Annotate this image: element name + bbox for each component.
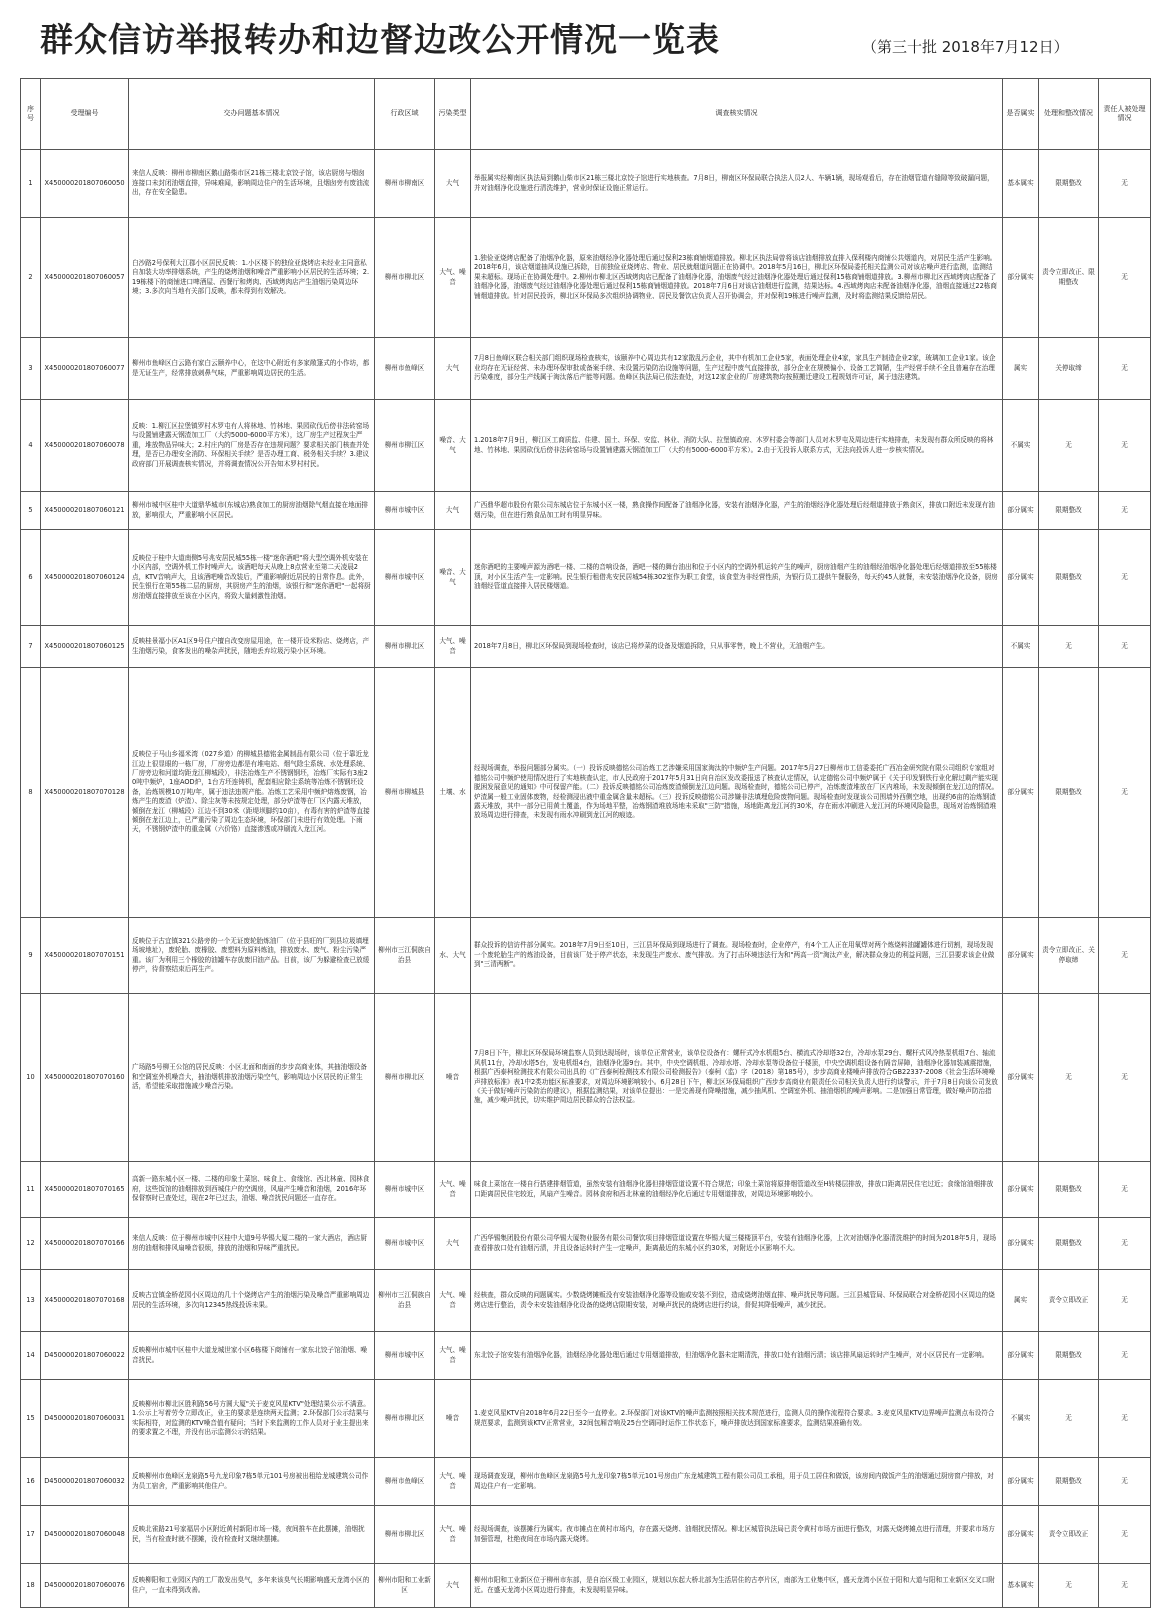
cell-issue: 反映位于古宜镇321公路旁的一个无证废轮胎炼油厂（位于县旺的厂到县垃圾填埋场坡地址），废轮胎、废橡胶、废塑料为原料炼油，排放废水、废气、粉尘污染严重。该厂为利用三个橡胶的油罐车存放废旧油产品。目前，该厂为躲避检查已放缓停产，待督察结束后再生产。 <box>129 918 375 994</box>
cell-code: X450000201807060124 <box>41 530 129 626</box>
cell-no: 4 <box>21 400 41 492</box>
cell-investigation: 经核查，群众反映的问题属实。少数烧烤摊贩没有安装油烟净化器等设施或安装不到位，造成烧烤油烟直排、噪声扰民等问题。三江县城管局、环保局联合对金桥花园小区周边的烧烤店进行整治，责令未安装油烟净化设备的烧烤店限期安装，对噪声扰民的烧烤店进行约谈，督促其降低噪声，减少扰民。 <box>471 1270 1003 1332</box>
cell-no: 6 <box>21 530 41 626</box>
cell-no: 18 <box>21 1564 41 1608</box>
cell-investigation: 1.麦克风星KTV自2018年6月22日至今一直停业。2.环保部门对该KTV的噪声监测按照相关技术规范进行，监测人员的操作流程符合要求。3.麦克风星KTV边界噪声监测点布设符合规范要求，监测到该KTV正常营业，32间包厢音响及25台空调同时运作工作状态下，噪声排放达到国家标准要求，监测结果准确有效。 <box>471 1380 1003 1458</box>
cell-verified: 不属实 <box>1003 1380 1039 1458</box>
cell-issue: 反映柳阳和工业园区内的工厂散发出臭气，多年来该臭气长期影响盛天龙湾小区的住户，一直未得到改善。 <box>129 1564 375 1608</box>
cell-type: 大气、噪音 <box>435 1458 471 1506</box>
col-header-issue: 交办问题基本情况 <box>129 79 375 150</box>
cell-code: X450000201807070165 <box>41 1162 129 1218</box>
cell-no: 8 <box>21 668 41 918</box>
cell-handling: 限期整改 <box>1039 668 1099 918</box>
cell-handling: 无 <box>1039 626 1099 668</box>
cell-verified: 部分属实 <box>1003 1332 1039 1380</box>
cell-code: D450000201807060048 <box>41 1506 129 1564</box>
cell-type: 噪音 <box>435 1380 471 1458</box>
col-header-region: 行政区域 <box>375 79 435 150</box>
cell-no: 5 <box>21 492 41 530</box>
cell-issue: 高新一路东城小区一楼、二楼的印象土菜馆、味食上、食缘馆、西北林童、园林食府，这些饭馆的油烟排放到西城住户的空调房，风扇产生噪音和油烟，2016年环保督察时已查处过，现在2年已过去，油烟、噪音扰民问题还一直存在。 <box>129 1162 375 1218</box>
table-header-row <box>21 79 1151 150</box>
cell-handling: 无 <box>1039 400 1099 492</box>
table-row <box>21 150 1151 218</box>
cell-verified: 部分属实 <box>1003 918 1039 994</box>
cell-type: 大气、噪音 <box>435 1162 471 1218</box>
cell-type: 大气 <box>435 492 471 530</box>
cell-handling: 无 <box>1039 1380 1099 1458</box>
cell-region: 柳州市城中区 <box>375 530 435 626</box>
cell-issue: 反映桂景福小区A1区9号住户擅自改变房屋用途，在一楼开设米粉店、烧烤店，产生油烟污染，食客发出的噪杂声扰民，随地丢弃垃圾污染小区环境。 <box>129 626 375 668</box>
cell-verified: 部分属实 <box>1003 1506 1039 1564</box>
cell-investigation: 迷你酒吧的主要噪声源为酒吧一楼、二楼的音响设备，酒吧一楼的舞台油出和位于小区内的空调外机运转产生的噪声，厨房油烟产生的油烟经油烟净化器处理后经烟道排放至55栋楼顶，对小区生活产生一定影响。民生银行租借兆安民居城54栋302室作为职工食堂，该食堂为非经营性质，为银行员工提供午餐服务，每天约45人就餐，未安装油烟净化设备，厨房油烟经管道直接排入居民楼烟道。 <box>471 530 1003 626</box>
cell-issue: 反映位于桂中大道南侧5号兆安居民城55栋一楼"迷你酒吧"将大型空调外机安装在小区内部，空调外机工作时噪声大。该酒吧每天从晚上8点营业至第二天凌晨2点，KTV音响声大，且该酒吧噪音改装后，严重影响附近居民的日常作息。此外，民生银行在第55栋二层的厨房，其厨房产生的油烟，该银行和"迷你酒吧"一起将厨房油烟直接排放至该在小区内，将致大量刺激性油烟。 <box>129 530 375 626</box>
cell-no: 9 <box>21 918 41 994</box>
cell-code: X450000201807060057 <box>41 218 129 338</box>
cell-issue: 来信人反映：柳州市柳南区鹅山路柴市区21栋三楼北京饺子馆，该店厨房与烟囱连接口未封闭油烟直排，异味难闻，影响周边住户的生活环境，且烟囱旁有废油流出，存在安全隐患。 <box>129 150 375 218</box>
batch-date-subtitle: （第三十批 2018年7月12日） <box>862 38 1069 56</box>
cell-person: 无 <box>1099 1332 1151 1380</box>
cell-verified: 部分属实 <box>1003 218 1039 338</box>
cell-investigation: 经现场调查，举报问题部分属实。（一）投诉反映德铭公司冶炼工艺涉嫌采用国家淘汰的中频炉生产问题。2017年5月27日柳州市工信委委托广西冶金研究院有限公司组织专家组对德铭公司中频炉使用情况进行了实地核查认定，市人民政府于2017年5月31日向自治区发改委报送了核查认定情况，认定德铭公司中频炉属于《关于印发钢铁行业化解过剩产能实现脱困发展意见的通知》中可保留产能。（二）投诉反映德铭公司冶炼废渣倾倒龙江边问题。现场检查时，德铭公司已停产，冶炼废渣堆放在厂区内堆场，未发现倾倒在龙江边的情况。炉渣属一般工业固体废物，经检测浸出液中重金属含量未超标。（三）投诉反映德铭公司涉嫌非法填埋危险废物问题。现场检查时发现该公司围墙外西侧空地，出现约6亩的冶炼钢渣露天堆放，其中一部分已用黄土覆盖，作为场地平整，冶炼钢渣堆放场地未采取"三防"措施，场地距离龙江河约30米，存在雨水冲刷进入龙江河的环境风险隐患，现场对冶炼钢渣堆放场周边进行排查，未发现有雨水冲刷到龙江河的痕迹。 <box>471 668 1003 918</box>
cell-person: 无 <box>1099 1162 1151 1218</box>
cell-code: X450000201807060077 <box>41 338 129 400</box>
cell-handling: 限期整改 <box>1039 1218 1099 1270</box>
cell-code: X450000201807060050 <box>41 150 129 218</box>
cell-verified: 基本属实 <box>1003 150 1039 218</box>
col-header-investigation: 调查核实情况 <box>471 79 1003 150</box>
table-row <box>21 1380 1151 1458</box>
cell-issue: 来信人反映：位于柳州市城中区桂中大道9号华锡大厦二楼的一家大酒店，酒店厨房的油烟和排风扇噪音很烦，排放的油烟和异味严重扰民。 <box>129 1218 375 1270</box>
cell-handling: 无 <box>1039 994 1099 1162</box>
col-header-verified: 是否属实 <box>1003 79 1039 150</box>
cell-verified: 不属实 <box>1003 400 1039 492</box>
cell-handling: 责令立即改正 <box>1039 1270 1099 1332</box>
col-header-code: 受理编号 <box>41 79 129 150</box>
cell-handling: 关停取缔 <box>1039 338 1099 400</box>
cell-verified: 部分属实 <box>1003 668 1039 918</box>
table-row <box>21 1162 1151 1218</box>
cell-issue: 反映古宜镇金桥花园小区周边的几十个烧烤店产生的油烟污染及噪音严重影响周边居民的生活环境，多次向12345热线投诉未果。 <box>129 1270 375 1332</box>
cell-region: 柳州市城中区 <box>375 492 435 530</box>
cell-investigation: 1.2018年7月9日，柳江区工商质监、住建、国土、环保、安监、林业、消防大队、拉堡镇政府、木罗村委会等部门人员对木罗屯及周边进行实地排查，未发现有群众所反映的将林地、竹林地、果园砍伐后傍非法砖窑场与设置铺建露天钢渣加工厂（大约有5000-6000平方米）。2.由于无投诉人联系方式，无法向投诉人进一步核实情况。 <box>471 400 1003 492</box>
cell-handling: 限期整改 <box>1039 1332 1099 1380</box>
table-row <box>21 218 1151 338</box>
cell-code: D450000201807060076 <box>41 1564 129 1608</box>
cell-type: 大气、噪音 <box>435 626 471 668</box>
cell-person: 无 <box>1099 400 1151 492</box>
cell-issue: 反映：1.柳江区拉堡镇罗村木罗屯有人将林地、竹林地、果园砍伐后傍非法砖窑场与设置铺建露天钢渣加工厂（大约5000-6000平方米），这厂房生产过程灰尘严重，堆放物品异味大；2.村庄内的厂房是否存在违规问题？要求相关部门核查并处理，是否已办理安全消防、环保相关手续？是否办理工商、税务相关手续？3.建议政府部门开展调查核实情况，并将调查情况公开告知木罗村村民。 <box>129 400 375 492</box>
col-header-person: 责任人被处理情况 <box>1099 79 1151 150</box>
cell-no: 14 <box>21 1332 41 1380</box>
page-title: 群众信访举报转办和边督边改公开情况一览表 <box>40 20 720 59</box>
cell-no: 7 <box>21 626 41 668</box>
cell-no: 12 <box>21 1218 41 1270</box>
cell-handling: 责令立即改正、关停取缔 <box>1039 918 1099 994</box>
table-row <box>21 1506 1151 1564</box>
cell-person: 无 <box>1099 1506 1151 1564</box>
cell-person: 无 <box>1099 492 1151 530</box>
complaints-table <box>20 78 1151 1608</box>
cell-investigation: 经现场调查，该摆摊行为属实。夜市摊点在黄村市场内，存在露天烧烤、油烟扰民情况。柳北区城管执法局已责令黄村市场方面进行整改，对露天烧烤摊点进行清理，并要求市场方加强管理，杜绝夜间在市场内露天烧烤。 <box>471 1506 1003 1564</box>
cell-code: X450000201807060125 <box>41 626 129 668</box>
cell-person: 无 <box>1099 218 1151 338</box>
cell-region: 柳州市城中区 <box>375 1162 435 1218</box>
cell-region: 柳州市柳江区 <box>375 400 435 492</box>
cell-code: D450000201807060031 <box>41 1380 129 1458</box>
cell-investigation: 柳州市阳和工业新区位于柳州市东部，是自治区级工业园区，规划以东起大桥北部为生活居住的古亭片区，南部为工业集中区，盛天龙湾小区位于阳和大道与阳和工业新区交叉口附近。在盛天龙湾小区周边进行排查，未发现明显异味。 <box>471 1564 1003 1608</box>
cell-type: 大气 <box>435 150 471 218</box>
table-row <box>21 668 1151 918</box>
cell-code: D450000201807060032 <box>41 1458 129 1506</box>
cell-person: 无 <box>1099 338 1151 400</box>
cell-type: 大气 <box>435 1564 471 1608</box>
cell-code: X450000201807070160 <box>41 994 129 1162</box>
table-row <box>21 918 1151 994</box>
cell-handling: 限期整改 <box>1039 150 1099 218</box>
cell-verified: 属实 <box>1003 338 1039 400</box>
cell-region: 柳州市三江侗族自治县 <box>375 1270 435 1332</box>
cell-verified: 部分属实 <box>1003 1162 1039 1218</box>
cell-investigation: 群众投诉的信访件部分属实。2018年7月9日至10日，三江县环保局到现场进行了调查。现场检查时，企业停产，有4个工人正在用氧焊对两个炼烧料油罐罐体进行切割，现场发现一个废轮胎生产的炼油设备，目前该厂处于停产状态，未发现生产废水、废气排放。为了打击环境违法行为和"两高一资"淘汰产业，解决群众身边的利益问题，三江县要求该企业做到"三清两断"。 <box>471 918 1003 994</box>
cell-no: 15 <box>21 1380 41 1458</box>
cell-person: 无 <box>1099 1380 1151 1458</box>
cell-investigation: 东北饺子馆安装有油烟净化器，油烟经净化器处理后通过专用烟道排放，但油烟净化器未定期清洗，排放口处有油烟污渍；该店排风扇运转时产生噪声，对小区居民有一定影响。 <box>471 1332 1003 1380</box>
table-row <box>21 626 1151 668</box>
cell-issue: 柳州市城中区桂中大道鼎华城市(东城店)熟食加工的厨房油烟除气烟直接在地面排放，影响很大，严重影响小区居民。 <box>129 492 375 530</box>
cell-type: 大气 <box>435 338 471 400</box>
cell-verified: 部分属实 <box>1003 994 1039 1162</box>
cell-type: 大气、噪音 <box>435 1506 471 1564</box>
cell-issue: 反映柳州市鱼峰区龙泉路5号九龙印象7栋5单元101号房被出租给龙城建筑公司作为员工宿舍，严重影响其他住户。 <box>129 1458 375 1506</box>
cell-region: 柳州市柳北区 <box>375 1380 435 1458</box>
cell-handling: 责令立即改正、限期整改 <box>1039 218 1099 338</box>
table-row <box>21 492 1151 530</box>
cell-investigation: 2018年7月8日，柳北区环保局到现场检查时，该店已将炒菜的设备及烟道拆除，只从事零售，晚上不营业，无油烟产生。 <box>471 626 1003 668</box>
cell-region: 柳州市柳城县 <box>375 668 435 918</box>
cell-person: 无 <box>1099 994 1151 1162</box>
cell-investigation: 广西鼎华超市股份有限公司东城店位于东城小区一楼，熟食操作间配备了油烟净化器，安装有油烟净化器，产生的油烟经净化器处理后经烟道排放于熟食区，排放口附近未发现有油烟污染，但在进行熟食品加工时有明显异味。 <box>471 492 1003 530</box>
cell-code: X450000201807070128 <box>41 668 129 918</box>
table-row <box>21 338 1151 400</box>
cell-type: 噪音、大气 <box>435 400 471 492</box>
col-header-no: 序号 <box>21 79 41 150</box>
cell-code: D450000201807060022 <box>41 1332 129 1380</box>
cell-region: 柳州市城中区 <box>375 1218 435 1270</box>
col-header-type: 污染类型 <box>435 79 471 150</box>
cell-code: X450000201807060121 <box>41 492 129 530</box>
cell-handling: 限期整改 <box>1039 492 1099 530</box>
cell-no: 10 <box>21 994 41 1162</box>
cell-region: 柳州市阳和工业新区 <box>375 1564 435 1608</box>
cell-type: 噪音 <box>435 994 471 1162</box>
cell-region: 柳州市柳北区 <box>375 994 435 1162</box>
cell-region: 柳州市柳北区 <box>375 218 435 338</box>
cell-verified: 部分属实 <box>1003 1218 1039 1270</box>
cell-issue: 反映柳州市城中区桂中大道龙城世家小区6栋楼下商铺有一家东北饺子馆油烟、噪音扰民。 <box>129 1332 375 1380</box>
cell-type: 大气 <box>435 1218 471 1270</box>
cell-type: 大气、噪音 <box>435 218 471 338</box>
cell-person: 无 <box>1099 1270 1151 1332</box>
cell-verified: 不属实 <box>1003 626 1039 668</box>
cell-type: 水、大气 <box>435 918 471 994</box>
cell-investigation: 举报属实经柳南区执法局到鹅山柴市区21栋三楼北京饺子馆进行实地核查。7月8日，柳南区环保局联合执法人员2人、车辆1辆，现场观看后，存在油烟管道有缝隙等致破漏问题，并对油烟净化设施进行清洗维护，营业时保证设施正常运行。 <box>471 150 1003 218</box>
cell-code: X450000201807070166 <box>41 1218 129 1270</box>
cell-no: 13 <box>21 1270 41 1332</box>
table-row <box>21 994 1151 1162</box>
cell-no: 2 <box>21 218 41 338</box>
table-row <box>21 530 1151 626</box>
cell-person: 无 <box>1099 1458 1151 1506</box>
cell-investigation: 1.独俭亚烧烤店配备了油烟净化器，原来油烟经净化器处理后通过保利23栋商铺烟道排放。柳北区执法局曾将该店油烟排放直排入保利楼内商铺公共烟道内，对居民生活产生影响。2018年6月，该店烟道抽风设施已拆除，目前独俭亚烧烤店、物业、居民就烟道问题正在协调中。2018年5月16日，柳北区环保局委托相关监测公司对该店噪声进行监测，监测结果未超标。现场正在协调处理中。2.柳州市柳北区西域烤肉店已配备了油烟净化器，油烟废气经过油烟净化器处理后通过保利15栋商铺烟道排放。3.柳州市柳北区西域烤肉店配备了油烟净化器，油烟废气经过油烟净化器处理后通过保利15栋商铺烟道排放。2018年7月6日对该店油烟进行监测，结果达标。4.西域烤肉店未配备油烟净化器，油烟直接通过22栋商铺烟道排放。针对居民投诉，柳北区环保局多次组织协调物业、居民及餐饮店负责人召开协调会，并对保利19栋进行噪声监测，及时将监测结果反馈给居民。 <box>471 218 1003 338</box>
cell-code: X450000201807070168 <box>41 1270 129 1332</box>
cell-no: 3 <box>21 338 41 400</box>
cell-type: 土壤、水 <box>435 668 471 918</box>
table-row <box>21 1564 1151 1608</box>
cell-region: 柳州市鱼峰区 <box>375 1458 435 1506</box>
cell-region: 柳州市柳北区 <box>375 626 435 668</box>
cell-issue: 反映北雀路21号家福居小区附近黄村新阳市场一楼，夜间推车在此摆摊，油烟扰民，当有检查时就不摆摊，没有检查时又继续摆摊。 <box>129 1506 375 1564</box>
cell-investigation: 7月8日鱼峰区联合相关部门组织现场检查核实，该颐养中心周边共有12家散乱污企业，其中有机加工企业5家，表面处理企业4家，家具生产制造企业2家，玻璃加工企业1家。该企业均存在无证经营、未办理环保审批或备案手续、未设置污染防治设施等问题，生产过程中废气直接排放，部分企业在规模偏小、设备工艺简陋，生产经营手续不全且普遍存在治理污染难度，部分生产线属于淘汰落后产能等问题。鱼峰区执法局已依法查处，对这12家企业的厂房建筑物均按照搬迁建设工程规划许可证，属于违法建筑。 <box>471 338 1003 400</box>
table-row <box>21 1332 1151 1380</box>
cell-region: 柳州市三江侗族自治县 <box>375 918 435 994</box>
cell-code: X450000201807060078 <box>41 400 129 492</box>
header <box>0 0 1175 78</box>
cell-code: X450000201807070151 <box>41 918 129 994</box>
cell-handling: 限期整改 <box>1039 1458 1099 1506</box>
cell-investigation: 广西华锡集团股份有限公司华锡大厦物业服务有限公司餐饮项目排烟管道设置在华锡大厦三楼楼顶平台，安装有油烟净化器，上次对油烟净化器清洗维护的时间为2018年5月，现场查看排放口处有油烟污渍，并且设备运转时产生一定噪声，距离最近的东城小区约30米，对附近小区影响不大。 <box>471 1218 1003 1270</box>
cell-region: 柳州市柳南区 <box>375 150 435 218</box>
cell-region: 柳州市柳北区 <box>375 1506 435 1564</box>
table-row <box>21 1270 1151 1332</box>
cell-issue: 广场路5号柳王公馆的居民反映：小区北面和南面的步步高商业体，其抽油烟设备和空调室外机噪音大，抽油烟机排放油烟污染空气，影响周边小区居民的正常生活，希望能采取措施减少噪音污染。 <box>129 994 375 1162</box>
cell-type: 大气、噪音 <box>435 1270 471 1332</box>
cell-person: 无 <box>1099 626 1151 668</box>
cell-person: 无 <box>1099 1218 1151 1270</box>
cell-verified: 属实 <box>1003 1270 1039 1332</box>
cell-no: 11 <box>21 1162 41 1218</box>
cell-person: 无 <box>1099 150 1151 218</box>
cell-issue: 反映位于马山乡福米湾（027乡道）的柳城县德铭金属制品有限公司（位于靠近龙江边上很显眼的一栋厂房，厂房旁边都是有堆电站、烟气除尘系统、水处理系统、厂房旁边和河道均距龙江柳城段），非法冶炼生产不锈钢钢坯，冶炼厂实际有3座20吨中频炉，1座AOD炉，1台方坯连铸机，配套相应除尘系统等冶炼不锈钢坯设备，冶炼规模10万吨/年，属于违法违规产能。冶炼工艺采用中频炉熔炼废钢，冶炼产生的废渣（炉渣）、除尘灰等未按规定处理，部分炉渣等在厂区内露天堆放，倾倒在龙江（柳城段）江边不到30米（距堤坝脚约10亩），有毒有害的炉渣等直接倾倒在龙江边上，已严重污染了周边生态环境，环保部门未进行有效处理。下雨天，不锈钢炉渣中的重金属（六价铬）直接渗透或冲刷流入龙江河。 <box>129 668 375 918</box>
cell-issue: 白沙路2号保利大江郡小区居民反映：1.小区楼下的独俭亚烧烤店未经业主同意私自加装大功率排烟系统，产生的烧烤油烟和噪音严重影响小区居民的生活环境；2.19栋楼下的商铺进口啤酒屋、西餐厅和烤肉、西域烤肉店产生油烟污染周边环境；3.多次向当地有关部门反映，都未得到有效解决。 <box>129 218 375 338</box>
cell-no: 1 <box>21 150 41 218</box>
cell-type: 大气、噪音 <box>435 1332 471 1380</box>
cell-person: 无 <box>1099 530 1151 626</box>
cell-no: 17 <box>21 1506 41 1564</box>
cell-verified: 部分属实 <box>1003 492 1039 530</box>
table-row <box>21 400 1151 492</box>
cell-no: 16 <box>21 1458 41 1506</box>
cell-region: 柳州市城中区 <box>375 1332 435 1380</box>
cell-person: 无 <box>1099 668 1151 918</box>
cell-issue: 反映柳州市柳北区胜利路56号方圆大厦"关于麦克风星KTV"处理结果公示不满意。1.公示上写着劳令立即改正，业主的要求是连续两天监测；2.环保部门公示结果与实际相符，对监测的KTV噪音值有疑问；当时下来监测的工作人员对于业主提出来的要求置之不理，并没有出示监测公示的结果。 <box>129 1380 375 1458</box>
cell-verified: 部分属实 <box>1003 1458 1039 1506</box>
cell-handling: 责令立即改正 <box>1039 1506 1099 1564</box>
cell-investigation: 现场调查发现，柳州市鱼峰区龙泉路5号九龙印象7栋5单元101号房由广东龙城建筑工程有限公司员工承租，用于员工居住和做饭，该房间内做饭产生的油烟通过厨房窗户排放，对周边住户有一定影响。 <box>471 1458 1003 1506</box>
cell-handling: 限期整改 <box>1039 530 1099 626</box>
cell-handling: 无 <box>1039 1564 1099 1608</box>
cell-verified: 基本属实 <box>1003 1564 1039 1608</box>
cell-person: 无 <box>1099 918 1151 994</box>
cell-region: 柳州市鱼峰区 <box>375 338 435 400</box>
cell-handling: 限期整改 <box>1039 1162 1099 1218</box>
cell-investigation: 味食上菜馆在一楼自行搭建排烟管道，虽然安装有油烟净化器但排烟管道设置不符合规范；印象土菜馆将原排烟管道改至H转楼层排放，排放口距离居民住宅过近；食缘馆油烟排放口距离居民住宅较近，风扇产生噪音。园林食府和西北林童的油烟经净化后通过专用烟道排放，对周边环境影响较小。 <box>471 1162 1003 1218</box>
table-row <box>21 1458 1151 1506</box>
cell-issue: 柳州市鱼峰区白云路有家白云颐养中心，在这中心附近有多家敞篷式的小作坊，都是无证生产，经常排放刺鼻气味，严重影响周边居民的生活。 <box>129 338 375 400</box>
cell-person: 无 <box>1099 1564 1151 1608</box>
cell-investigation: 7月8日下午，柳北区环保局环境监察人员到达现场时，该单位正常营业，该单位设备有：螺杆式冷水机组5台、横流式冷却塔32台，冷却水泵29台、螺杆式风冷热泵机组7台、轴流风机11台，冷却水塔5台，发电机组4台，油烟净化器9台。其中，中央空调机组、冷却水塔、冷却水泵等设备位于楼顶，中央空调机组设备有隔音屏障，油烟净化器加装减震措施，根据广西泰柯检测技术有限公司出具的《广西泰柯检测技术有限公司检测报告》（泰柯（监）字（2018）第185号），步步高商业楼噪声排放符合GB22337-2008《社会生活环境噪声排放标准》表1中2类功能区标准要求，对周边环境影响较小。6月28日下午，柳北区环保局组织广西步步高商业有限责任公司相关负责人进行约谈警示，并于7月8日向该公司发放《关于做好噪声污染防治的建议》，根据监测结果，对该单位提出：一是完善现有降噪措施，减少抽风机、空调室外机、抽油烟机的噪声影响。二是加强日常管理，做好噪声防治措施，减少噪声扰民，切实维护周边居民群众的合法权益。 <box>471 994 1003 1162</box>
table-row <box>21 1218 1151 1270</box>
cell-type: 噪音、大气 <box>435 530 471 626</box>
cell-verified: 部分属实 <box>1003 530 1039 626</box>
col-header-handling: 处理和整改情况 <box>1039 79 1099 150</box>
